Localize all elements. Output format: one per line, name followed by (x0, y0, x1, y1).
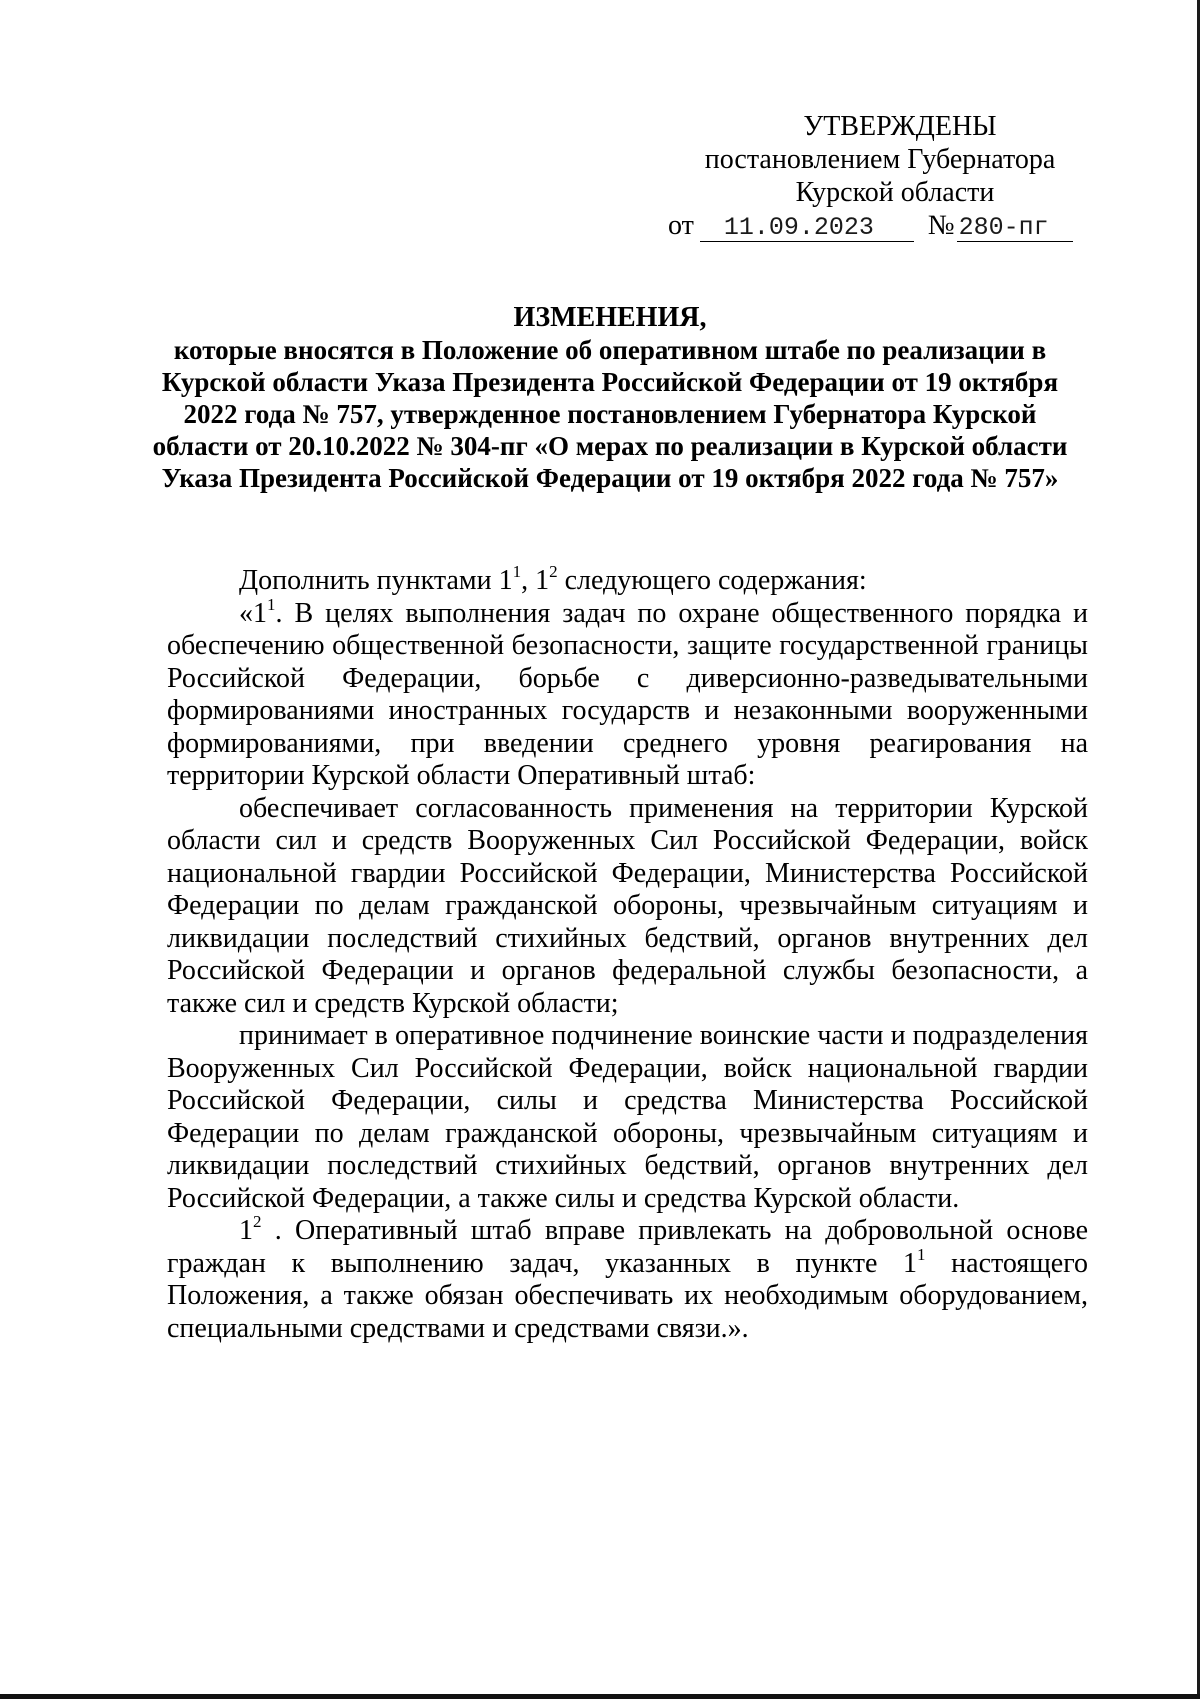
approval-block (640, 110, 1100, 242)
item-1-sup: 1 (267, 594, 276, 614)
item-2-text-end: настоящего Положения, а также обязан обеспечивать их необходимым оборудованием, специальными средствами и средствами связи.». (167, 1247, 1089, 1344)
item-1-paragraph (167, 594, 1088, 793)
document-title: ИЗМЕНЕНИЯ, (513, 302, 707, 333)
intro-paragraph (167, 562, 1088, 598)
item-2-text: . Оперативный штаб вправе привлекать на добровольной основе граждан к выполнению задач, указанных в пункте 1 (167, 1215, 1088, 1279)
item-2-number: 1 (239, 1215, 253, 1246)
document-body (167, 562, 1089, 1345)
intro-text: Дополнить пунктами 1 (239, 565, 513, 596)
intro-sup-2: 2 (549, 562, 558, 581)
approval-title: УТВЕРЖДЕНЫ (803, 111, 997, 142)
item-2-ref-sup: 1 (917, 1244, 926, 1264)
intro-sup-1: 1 (512, 562, 522, 581)
approval-region: Курской области (795, 177, 995, 208)
item-1-text: . В целях выполнения задач по охране общественного порядка и обеспечению общественной безопасности, защите государственной границы Российской Федерации, борьбе с диверсионно-разведывательными формированиями иностранных государств и незаконными вооруженными формированиями, при введении среднего уровня реагирования на территории Курской области Оперативный штаб: (167, 597, 1088, 791)
date-prefix: от (668, 210, 694, 241)
approval-line: постановлением Губернатора (704, 144, 1056, 175)
approval-date-line (640, 209, 1100, 242)
approval-number: 280-пг (957, 215, 1073, 242)
coordination-paragraph: обеспечивает согласованность применения на территории Курской области сил и средств Вооруженных Сил Российской Федерации, войск национальной гвардии Российской Федерации, Министерства Российской Федерации по делам гражданской обороны, чрезвычайным ситуациям и ликвидации последствий стихийных бедствий, органов внутренних дел Российской Федерации и органов федеральной службы безопасности, а также сил и средств Курской области; (167, 792, 1088, 1019)
subordination-paragraph: принимает в оперативное подчинение воинские части и подразделения Вооруженных Сил Российской Федерации, войск национальной гвардии Российской Федерации, силы и средства Министерства Российской Федерации по делам гражданской обороны, чрезвычайным ситуациям и ликвидации последствий стихийных бедствий, органов внутренних дел Российской Федерации, а также силы и средства Курской области. (167, 1020, 1088, 1214)
item-2-paragraph (167, 1212, 1089, 1345)
document-subtitle: которые вносятся в Положение об оперативном штабе по реализации в Курской области Указа Президента Российской Федерации от 19 октября 2022 года № 757, утвержденное постановлением Губернатора Курской области от 20.10.2022 № 304-пг «О мерах по реализации в Курской области Указа Президента Российской Федерации от 19 октября 2022 года № 757» (152, 335, 1068, 493)
intro-text-end: следующего содержания: (557, 565, 867, 596)
item-1-number: «1 (239, 597, 267, 629)
intro-text-mid: , 1 (521, 565, 550, 596)
document-heading (150, 302, 1070, 494)
item-2-sup: 2 (253, 1212, 262, 1231)
approval-date: 11.09.2023 (700, 215, 914, 242)
scan-edge-bottom (0, 1694, 1200, 1699)
number-prefix: № (927, 210, 955, 241)
